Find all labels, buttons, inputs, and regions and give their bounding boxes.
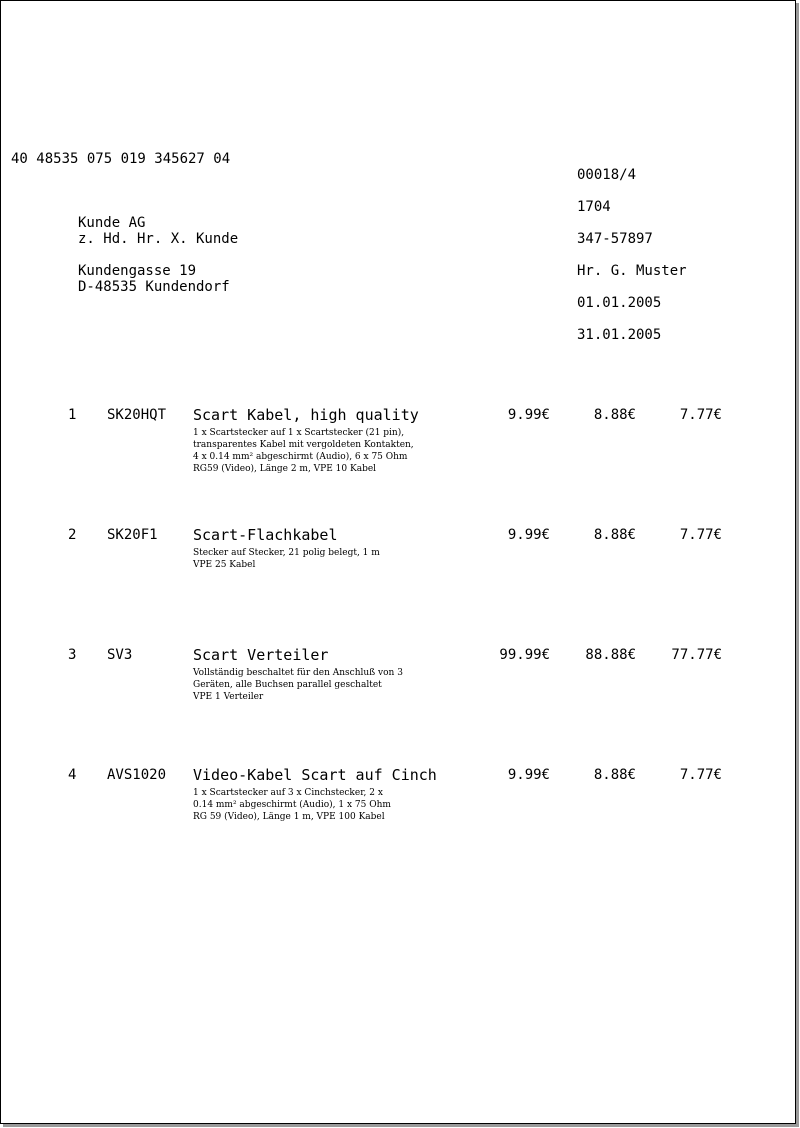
barcode-number: 40 48535 075 019 345627 04 <box>11 151 231 167</box>
item-code: SK20F1 <box>107 527 158 543</box>
meta-value-2: 347-57897 <box>577 231 653 247</box>
item-code: SV3 <box>107 647 133 663</box>
item-price-2: 88.88€ <box>585 647 636 663</box>
recipient-address <box>78 215 238 295</box>
recipient-company: Kunde AG <box>78 215 146 231</box>
item-description-line: transparentes Kabel mit vergoldeten Kontakten, <box>193 440 414 450</box>
item-price-2: 8.88€ <box>593 527 636 543</box>
item-title: Video-Kabel Scart auf Cinch <box>193 766 437 784</box>
meta-value-5: 31.01.2005 <box>577 327 662 343</box>
item-position: 4 <box>68 767 77 783</box>
item-position: 2 <box>68 527 77 543</box>
item-description-line: 4 x 0.14 mm² abgeschirmt (Audio), 6 x 75 Ohm <box>193 452 408 462</box>
item-description <box>193 547 380 571</box>
item-title: Scart Verteiler <box>193 646 329 664</box>
item-description-line: 1 x Scartstecker auf 3 x Cinchstecker, 2 x <box>193 788 383 798</box>
item-description <box>193 787 391 823</box>
meta-value-0: 00018/4 <box>577 167 637 183</box>
item-description-line: Geräten, alle Buchsen parallel geschaltet <box>193 680 382 690</box>
item-code: SK20HQT <box>107 407 167 423</box>
item-price-2: 8.88€ <box>593 407 636 423</box>
item-price-3: 7.77€ <box>679 407 722 423</box>
meta-value-1: 1704 <box>577 199 611 215</box>
item-description-line: 1 x Scartstecker auf 1 x Scartstecker (21 pin), <box>193 428 405 438</box>
item-price-2: 8.88€ <box>593 767 636 783</box>
meta-value-3: Hr. G. Muster <box>577 263 687 279</box>
item-price-1: 9.99€ <box>507 767 550 783</box>
item-description-line: VPE 25 Kabel <box>193 560 256 570</box>
item-position: 1 <box>68 407 77 423</box>
item-description <box>193 427 414 475</box>
item-price-3: 7.77€ <box>679 767 722 783</box>
item-description-line: Vollständig beschaltet für den Anschluß von 3 <box>193 668 403 678</box>
item-description-line: Stecker auf Stecker, 21 polig belegt, 1 m <box>193 548 380 558</box>
meta-value-4: 01.01.2005 <box>577 295 662 311</box>
item-price-3: 77.77€ <box>671 647 722 663</box>
item-description-line: VPE 1 Verteiler <box>193 692 264 702</box>
item-description <box>193 667 403 703</box>
item-code: AVS1020 <box>107 767 167 783</box>
item-title: Scart-Flachkabel <box>193 526 338 544</box>
item-price-1: 9.99€ <box>507 527 550 543</box>
item-description-line: RG 59 (Video), Länge 1 m, VPE 100 Kabel <box>193 812 385 822</box>
item-price-3: 7.77€ <box>679 527 722 543</box>
item-description-line: RG59 (Video), Länge 2 m, VPE 10 Kabel <box>193 464 377 474</box>
item-price-1: 99.99€ <box>499 647 550 663</box>
item-description-line: 0.14 mm² abgeschirmt (Audio), 1 x 75 Ohm <box>193 800 391 810</box>
recipient-city: D-48535 Kundendorf <box>78 279 230 295</box>
recipient-street: Kundengasse 19 <box>78 263 197 279</box>
item-position: 3 <box>68 647 77 663</box>
recipient-attention: z. Hd. Hr. X. Kunde <box>78 231 239 247</box>
item-price-1: 9.99€ <box>507 407 550 423</box>
item-title: Scart Kabel, high quality <box>193 406 419 424</box>
